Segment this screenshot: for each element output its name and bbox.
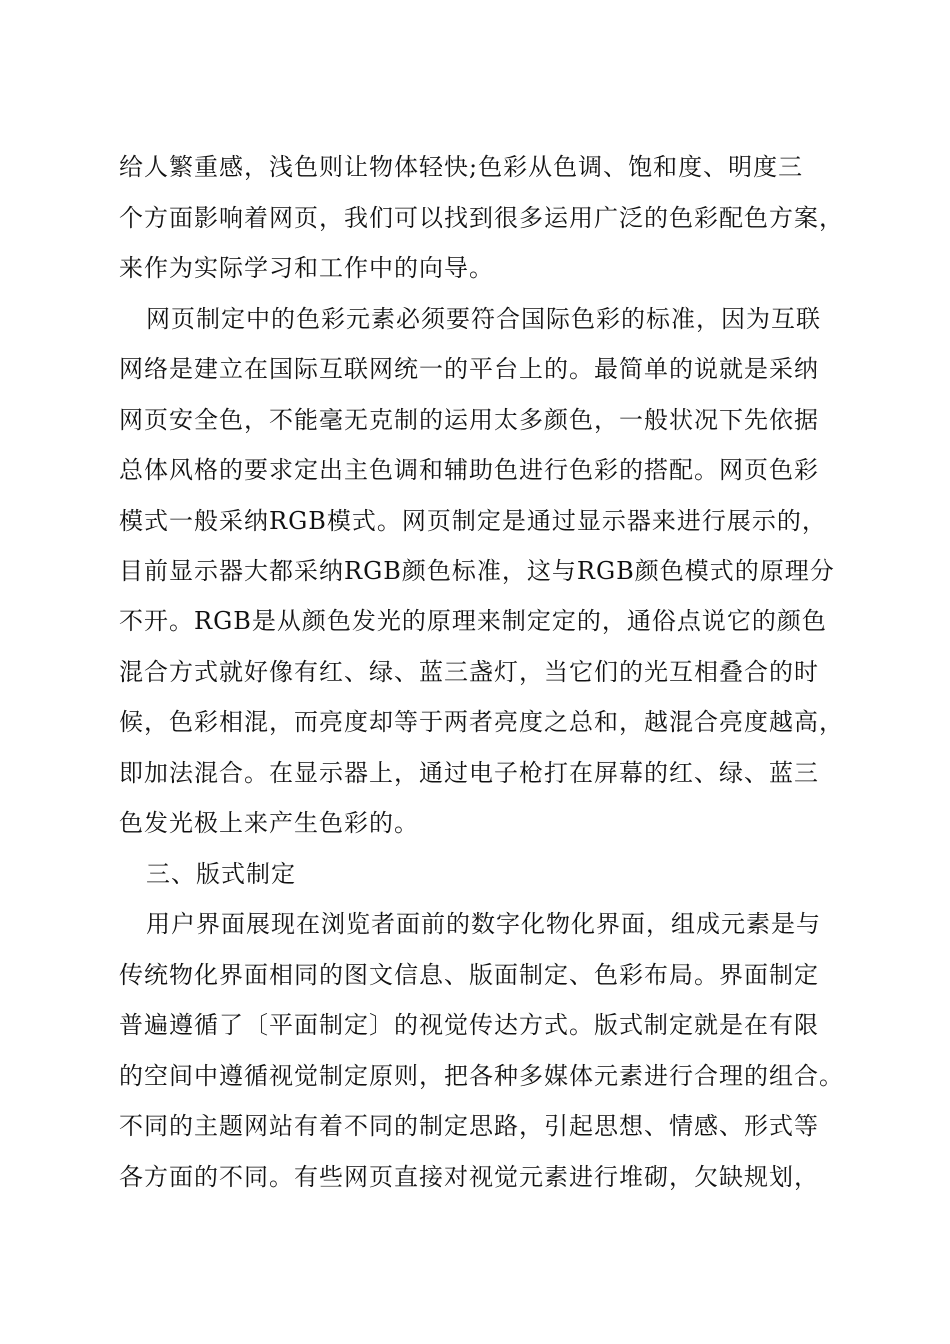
text-line: 不开。RGB是从颜色发光的原理来制定定的，通俗点说它的颜色 (119, 607, 827, 635)
text-line: 即加法混合。在显示器上，通过电子枪打在屏幕的红、绿、蓝三 (119, 759, 819, 787)
text-line: 总体风格的要求定出主色调和辅助色进行色彩的搭配。网页色彩 (119, 456, 819, 484)
paragraph-start-line: 用户界面展现在浏览者面前的数字化物化界面，组成元素是与 (146, 910, 821, 938)
paragraph-start-line: 网页制定中的色彩元素必须要符合国际色彩的标准，因为互联 (146, 305, 821, 333)
text-line: 来作为实际学习和工作中的向导。 (119, 254, 494, 282)
text-line: 的空间中遵循视觉制定原则，把各种多媒体元素进行合理的组合。 (119, 1062, 844, 1090)
text-line: 网页安全色，不能毫无克制的运用太多颜色，一般状况下先依据 (119, 406, 819, 434)
text-line: 网络是建立在国际互联网统一的平台上的。最简单的说就是采纳 (119, 355, 819, 383)
text-line: 候，色彩相混，而亮度却等于两者亮度之总和，越混合亮度越高， (119, 708, 844, 736)
text-line: 传统物化界面相同的图文信息、版面制定、色彩布局。界面制定 (119, 961, 819, 989)
section-heading: 三、版式制定 (146, 860, 296, 888)
text-line: 混合方式就好像有红、绿、蓝三盏灯，当它们的光互相叠合的时 (119, 658, 819, 686)
text-line: 不同的主题网站有着不同的制定思路，引起思想、情感、形式等 (119, 1112, 819, 1140)
text-line: 各方面的不同。有些网页直接对视觉元素进行堆砌，欠缺规划， (119, 1163, 819, 1191)
text-line: 给人繁重感，浅色则让物体轻快;色彩从色调、饱和度、明度三 (119, 153, 804, 181)
text-line: 模式一般采纳RGB模式。网页制定是通过显示器来进行展示的， (119, 507, 827, 535)
text-line: 个方面影响着网页，我们可以找到很多运用广泛的色彩配色方案， (119, 204, 844, 232)
text-line: 普遍遵循了〔平面制定〕的视觉传达方式。版式制定就是在有限 (119, 1011, 819, 1039)
text-line: 色发光极上来产生色彩的。 (119, 809, 419, 837)
text-line: 目前显示器大都采纳RGB颜色标准，这与RGB颜色模式的原理分 (119, 557, 835, 585)
